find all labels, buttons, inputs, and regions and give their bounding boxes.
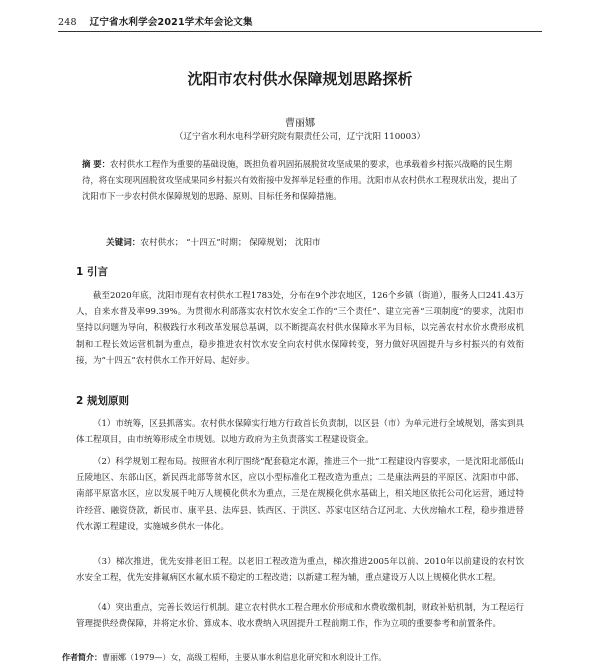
header-rule xyxy=(58,31,542,32)
author-name: 曹丽娜 xyxy=(285,118,315,129)
abstract xyxy=(82,156,522,204)
author-note-text: 曹丽娜（1979—）女，高级工程师，主要从事水利信息化研究和水利设计工作。 xyxy=(102,653,387,662)
affiliation: （辽宁省水利水电科学研究院有限责任公司，辽宁沈阳 110003） xyxy=(174,132,426,142)
author-note xyxy=(62,652,386,663)
section-heading-principles: 2 规划原则 xyxy=(76,395,129,407)
paper-title: 沈阳市农村供水保障规划思路探析 xyxy=(187,70,413,88)
paragraph-principle-3: （3）梯次推进，优先安排老旧工程。以老旧工程改造为重点，梯次推进2005年以前、2010年以前建设的农村饮水安全工程，优先安排氟病区水氟水质不稳定的工程改造；以新建工程为辅，重点建设万人以上规模化供水工程。 xyxy=(76,557,524,584)
paragraph-intro: 截至2020年底，沈阳市现有农村供水工程1783处，分布在9个涉农地区，126个乡镇（街道），服务人口241.43万人，自来水普及率99.39%。为贯彻水利部落实农村饮水安全工作的“三个责任”、建立完善“三项制度”的要求，沈阳市坚持以问题为导向，积极践行水利改革发展总基调，以不断提高农村供水保障水平为目标，以完善农村水价水费形成机制和工程长效运营机制为重点，稳步推进农村饮水安全向农村供水保障转变，努力做好巩固提升与乡村振兴的有效衔接，为“十四五”农村供水工作开好局、起好步。 xyxy=(76,291,524,366)
paragraph-principle-1: （1）市统筹，区县抓落实。农村供水保障实行地方行政首长负责制，以区县（市）为单元进行全域规划，落实到具体工程项目，由市统筹形成全市规划。以地方政府为主负责落实工程建设资金。 xyxy=(76,419,524,446)
section-heading-intro: 1 引言 xyxy=(76,266,108,278)
journal-name: 辽宁省水利学会2021学术年会论文集 xyxy=(89,17,253,28)
keywords-label: 关键词： xyxy=(106,238,141,248)
keywords-text: 农村供水； “十四五”时期； 保障规划； 沈阳市 xyxy=(140,238,321,248)
abstract-label: 摘 要： xyxy=(82,159,111,169)
paragraph-principle-2: （2）科学规划工程布局。按照省水利厅围绕“配套稳定水源，推进三个一批”工程建设内容要求，一是沈阳北部低山丘陵地区、东部山区，新民西北部等贫水区，应以小型标准化工程改造为重点；二是康法两县的平原区、沈阳市中部、南部平原富水区，应以发展千吨万人规模化供水为重点，三是在规模化供水基础上，相关地区依托公司化运营，通过特许经营、融资贷款，新民市、康平县、法库县、铁西区、于洪区、苏家屯区结合辽河北、大伙房输水工程，稳步推进替代水源工程建设，实施城乡供水一体化。 xyxy=(76,457,524,532)
running-header xyxy=(58,14,253,28)
author-note-label: 作者简介： xyxy=(62,653,102,662)
abstract-text: 农村供水工程作为重要的基础设施，既担负着巩固拓展脱贫攻坚成果的要求，也承载着乡村振兴战略的民生期待，将在实现巩固脱贫攻坚成果同乡村振兴有效衔接中发挥举足轻重的作用。沈阳市从农村供水工程现状出发，提出了沈阳市下一步农村供水保障规划的思路、原则、目标任务和保障措施。 xyxy=(82,159,518,201)
paragraph-principle-4: （4）突出重点，完善长效运行机制。建立农村供水工程合理水价形成和水费收缴机制，财政补贴机制，为工程运行管理提供经费保障，并将定水价、算成本、收水费纳入巩固提升工程前期工作，作为立项的重要参考和前置条件。 xyxy=(76,603,524,630)
page-number: 248 xyxy=(58,17,77,28)
keywords xyxy=(106,236,321,248)
